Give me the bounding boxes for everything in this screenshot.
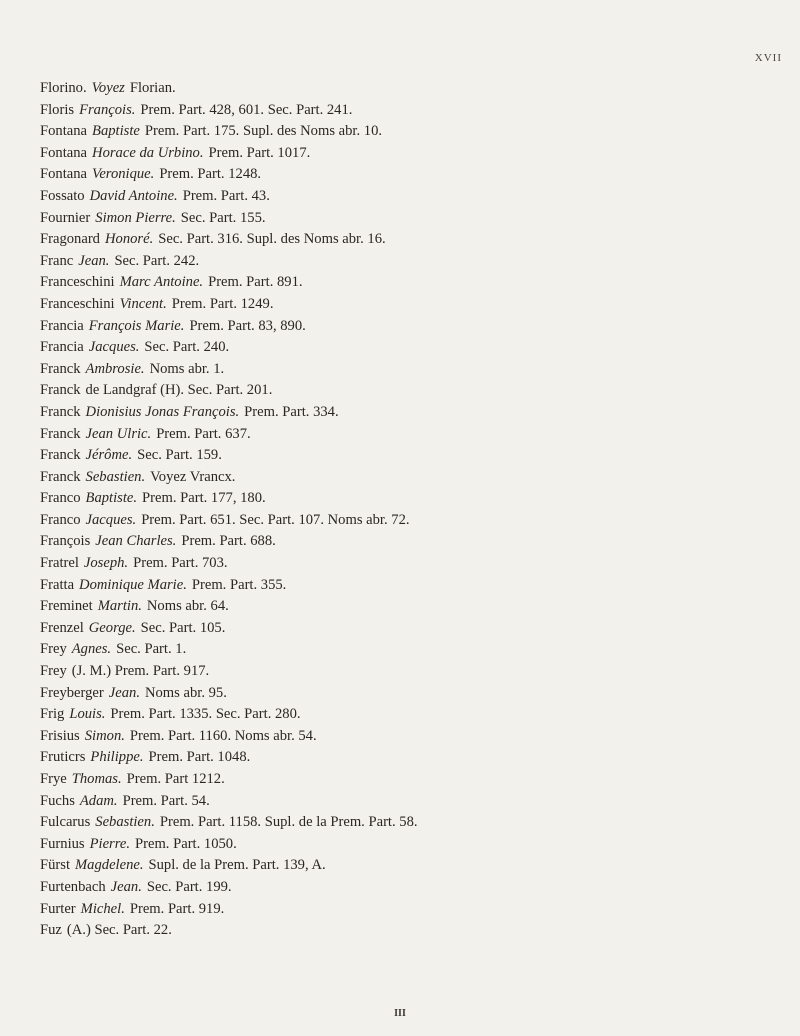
entry-given-name: Pierre.: [89, 835, 130, 852]
index-entry: [40, 596, 790, 618]
index-entry: [40, 121, 790, 143]
index-entry: [40, 834, 790, 856]
entry-reference: Noms abr. 1.: [149, 360, 225, 377]
entry-reference: Sec. Part. 1.: [116, 641, 187, 658]
entry-surname: Francia: [40, 339, 84, 356]
entry-reference: Prem. Part. 428, 601. Sec. Part. 241.: [140, 101, 353, 118]
entry-reference: Voyez Vrancx.: [150, 468, 236, 485]
index-entry: [40, 510, 790, 532]
entry-surname: Franck: [40, 447, 81, 464]
entry-given-name: Jacques.: [85, 511, 137, 528]
entry-given-name: Baptiste: [92, 123, 140, 140]
entry-reference: Prem. Part. 1017.: [208, 144, 311, 161]
index-entry: [40, 402, 790, 424]
entry-surname: Franco: [40, 511, 81, 528]
entry-given-name: Voyez: [91, 80, 125, 96]
index-entry: [40, 445, 790, 467]
signature-mark: III: [394, 1008, 406, 1019]
entry-reference: Noms abr. 64.: [146, 598, 229, 615]
entry-reference: Prem. Part 1212.: [126, 771, 225, 787]
index-entry: [40, 359, 790, 381]
entry-surname: Fragonard: [40, 231, 100, 248]
entry-surname: Floris: [40, 101, 75, 118]
entry-reference: Sec. Part. 155.: [180, 209, 266, 226]
entry-given-name: Vincent.: [119, 295, 167, 312]
index-entry: [40, 769, 790, 791]
index-entry: [40, 855, 790, 877]
entry-reference: Prem. Part. 637.: [156, 425, 251, 442]
entry-surname: Franck: [40, 360, 81, 377]
entry-surname: Fürst: [40, 857, 71, 874]
entry-given-name: George.: [88, 619, 136, 636]
entry-surname: Frey: [40, 641, 67, 658]
entry-given-name: François Marie.: [88, 317, 185, 334]
entry-surname: Furtenbach: [40, 878, 106, 895]
entry-surname: Frisius: [40, 727, 80, 744]
index-entry: [40, 683, 790, 705]
entry-surname: Furnius: [40, 835, 85, 852]
entry-surname: Fruticrs: [40, 749, 86, 766]
entry-reference: Prem. Part. 355.: [191, 576, 287, 593]
entry-surname: Fournier: [40, 209, 91, 226]
index-entry: [40, 899, 790, 921]
index-entry: [40, 100, 790, 122]
entry-given-name: Jean Ulric.: [85, 425, 152, 442]
entry-given-name: Sebastien.: [95, 814, 155, 831]
entry-given-name: David Antoine.: [89, 187, 178, 204]
index-entry: [40, 186, 790, 208]
entry-given-name: Simon Pierre.: [95, 209, 176, 226]
entry-given-name: Sebastien.: [85, 468, 146, 485]
entry-reference: Prem. Part. 1048.: [148, 749, 251, 766]
entry-surname: Fratta: [40, 576, 75, 593]
entry-surname: Francia: [40, 317, 84, 334]
entry-reference: (J. M.) Prem. Part. 917.: [71, 663, 210, 680]
entry-given-name: Louis.: [69, 706, 106, 723]
entry-given-name: Joseph.: [83, 555, 129, 572]
entry-surname: Frenzel: [40, 619, 84, 636]
entry-given-name: Philippe.: [90, 749, 144, 766]
index-entry: [40, 229, 790, 251]
entry-surname: Florino.: [40, 80, 87, 96]
entry-surname: Franck: [40, 468, 81, 485]
entry-surname: Fuchs: [40, 792, 75, 809]
index-entry: [40, 747, 790, 769]
entry-reference: Prem. Part. 54.: [122, 792, 210, 809]
entry-reference: Prem. Part. 1335. Sec. Part. 280.: [110, 706, 301, 723]
entry-reference: Prem. Part. 83, 890.: [189, 317, 306, 334]
entry-given-name: Jean.: [78, 252, 110, 269]
index-entry: [40, 208, 790, 230]
entry-reference: Prem. Part. 1050.: [135, 835, 237, 852]
entry-given-name: Agnes.: [71, 641, 112, 658]
index-list: [40, 78, 790, 942]
entry-surname: Franck: [40, 425, 81, 442]
entry-surname: Franck: [40, 403, 81, 420]
entry-reference: Sec. Part. 159.: [137, 447, 222, 464]
entry-surname: Freyberger: [40, 684, 104, 701]
entry-given-name: Veronique.: [92, 166, 155, 183]
index-entry: [40, 164, 790, 186]
entry-reference: Prem. Part. 688.: [181, 533, 276, 550]
entry-surname: Frye: [40, 771, 67, 787]
index-entry: [40, 704, 790, 726]
index-entry: [40, 726, 790, 748]
index-entry: [40, 553, 790, 575]
entry-given-name: Baptiste.: [85, 490, 138, 507]
entry-surname: Frig: [40, 706, 65, 723]
entry-given-name: Thomas.: [71, 771, 122, 787]
entry-surname: Franceschini: [40, 274, 115, 291]
index-entry: [40, 251, 790, 273]
entry-surname: Fuz: [40, 922, 62, 939]
entry-reference: Prem. Part. 703.: [133, 555, 228, 572]
entry-surname: François: [40, 533, 91, 550]
index-entry: [40, 488, 790, 510]
entry-reference: Prem. Part. 177, 180.: [142, 490, 266, 507]
entry-surname: Fossato: [40, 187, 85, 204]
entry-reference: Prem. Part. 334.: [244, 403, 339, 420]
page-number: XVII: [754, 52, 782, 64]
entry-given-name: Dominique Marie.: [79, 576, 187, 593]
entry-reference: Supl. de la Prem. Part. 139, A.: [148, 857, 326, 874]
entry-reference: de Landgraf (H). Sec. Part. 201.: [85, 382, 273, 399]
entry-surname: Frey: [40, 663, 67, 680]
entry-reference: Prem. Part. 175. Supl. des Noms abr. 10.: [144, 123, 383, 140]
index-entry: [40, 316, 790, 338]
entry-surname: Fontana: [40, 166, 88, 183]
entry-given-name: Ambrosie.: [85, 360, 145, 377]
index-entry: [40, 791, 790, 813]
index-entry: [40, 272, 790, 294]
entry-given-name: Adam.: [79, 792, 118, 809]
index-entry: [40, 424, 790, 446]
entry-reference: Prem. Part. 1158. Supl. de la Prem. Part. 58.: [159, 814, 418, 831]
entry-reference: (A.) Sec. Part. 22.: [66, 922, 172, 939]
entry-reference: Sec. Part. 240.: [144, 339, 230, 356]
entry-surname: Freminet: [40, 598, 93, 615]
entry-given-name: Jean Charles.: [95, 533, 177, 550]
entry-given-name: Dionisius Jonas François.: [85, 403, 240, 420]
entry-reference: Sec. Part. 242.: [114, 252, 200, 269]
entry-reference: Sec. Part. 199.: [146, 878, 232, 895]
entry-surname: Franc: [40, 252, 74, 269]
entry-reference: Florian.: [129, 80, 176, 96]
entry-given-name: Marc Antoine.: [119, 274, 204, 291]
entry-given-name: Michel.: [80, 900, 125, 917]
index-entry: [40, 877, 790, 899]
index-entry: [40, 575, 790, 597]
index-entry: [40, 618, 790, 640]
index-entry: [40, 380, 790, 402]
entry-given-name: Jean.: [110, 878, 142, 895]
index-entry: [40, 337, 790, 359]
entry-reference: Prem. Part. 43.: [182, 187, 270, 204]
entry-given-name: Simon.: [84, 727, 125, 744]
entry-given-name: Jean.: [108, 684, 140, 701]
index-entry: [40, 531, 790, 553]
entry-surname: Fulcarus: [40, 814, 91, 831]
index-entry: [40, 294, 790, 316]
index-entry: [40, 639, 790, 661]
entry-reference: Prem. Part. 651. Sec. Part. 107. Noms abr. 72.: [141, 511, 410, 528]
entry-surname: Fontana: [40, 123, 88, 140]
entry-given-name: Jacques.: [88, 339, 140, 356]
index-entry: [40, 467, 790, 489]
entry-reference: Noms abr. 95.: [144, 684, 227, 701]
entry-surname: Furter: [40, 900, 76, 917]
entry-reference: Prem. Part. 919.: [129, 900, 225, 917]
entry-given-name: Honoré.: [104, 231, 154, 248]
entry-given-name: Martin.: [97, 598, 142, 615]
entry-reference: Prem. Part. 1249.: [171, 295, 274, 312]
index-entry: [40, 661, 790, 683]
entry-surname: Franck: [40, 382, 81, 399]
entry-surname: Fratrel: [40, 555, 79, 572]
entry-surname: Franceschini: [40, 295, 115, 312]
entry-given-name: Horace da Urbino.: [92, 144, 204, 161]
entry-given-name: Jérôme.: [85, 447, 133, 464]
entry-reference: Prem. Part. 891.: [208, 274, 303, 291]
entry-reference: Sec. Part. 105.: [140, 619, 226, 636]
entry-surname: Franco: [40, 490, 81, 507]
index-entry: [40, 143, 790, 165]
entry-reference: Sec. Part. 316. Supl. des Noms abr. 16.: [158, 231, 386, 248]
entry-given-name: François.: [79, 101, 136, 118]
entry-given-name: Magdelene.: [75, 857, 144, 874]
index-entry: [40, 812, 790, 834]
entry-reference: Prem. Part. 1248.: [159, 166, 262, 183]
index-entry: [40, 78, 790, 100]
index-entry: [40, 920, 790, 942]
entry-surname: Fontana: [40, 144, 88, 161]
entry-reference: Prem. Part. 1160. Noms abr. 54.: [129, 727, 317, 744]
